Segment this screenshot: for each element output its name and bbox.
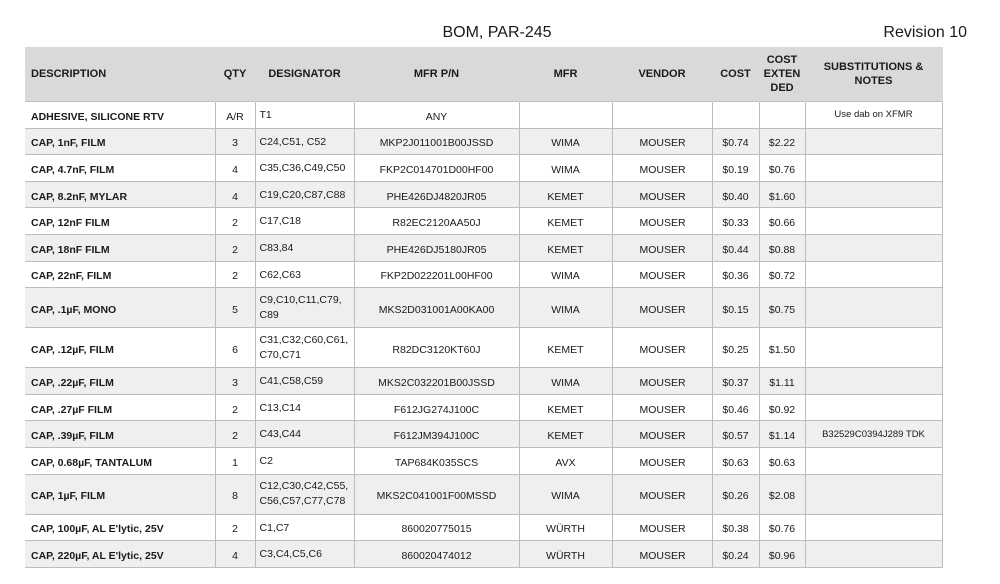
cell-mfr-pn: ANY [354,102,519,129]
cell-mfr: KEMET [519,328,612,368]
cell-mfr: WIMA [519,128,612,155]
cell-cost: $0.25 [712,328,759,368]
cell-vendor: MOUSER [612,368,712,395]
cell-cost-extended: $0.88 [759,234,805,261]
cell-designator: C13,C14 [255,394,354,421]
cell-mfr: AVX [519,447,612,474]
cell-notes [805,208,942,235]
cell-description: CAP, .27µF FILM [25,394,215,421]
cell-notes [805,155,942,182]
cell-qty: 5 [215,288,255,328]
cell-cost: $0.46 [712,394,759,421]
cell-cost-extended: $1.14 [759,421,805,448]
cell-notes [805,181,942,208]
cell-cost: $0.44 [712,234,759,261]
table-row [25,288,942,328]
table-row [25,541,942,568]
cell-cost: $0.24 [712,541,759,568]
header-notes: SUBSTITUTIONS & NOTES [805,47,942,102]
cell-notes [805,541,942,568]
cell-qty: 3 [215,128,255,155]
table-row [25,208,942,235]
cell-vendor: MOUSER [612,128,712,155]
cell-notes [805,261,942,288]
cell-designator: C62,C63 [255,261,354,288]
cell-description: CAP, 8.2nF, MYLAR [25,181,215,208]
cell-designator: C19,C20,C87,C88 [255,181,354,208]
header-qty: QTY [215,47,255,102]
cell-qty: A/R [215,102,255,129]
cell-mfr: WÜRTH [519,541,612,568]
cell-vendor: MOUSER [612,288,712,328]
cell-designator: C31,C32,C60,C61, C70,C71 [255,328,354,368]
cell-cost: $0.57 [712,421,759,448]
table-row [25,447,942,474]
cell-cost: $0.19 [712,155,759,182]
cell-cost-extended: $0.72 [759,261,805,288]
cell-notes [805,234,942,261]
cell-mfr-pn: FKP2C014701D00HF00 [354,155,519,182]
cell-cost: $0.26 [712,474,759,514]
cell-designator: C12,C30,C42,C55, C56,C57,C77,C78 [255,474,354,514]
cell-cost-extended: $1.11 [759,368,805,395]
cell-qty: 2 [215,234,255,261]
cell-mfr-pn: FKP2D022201L00HF00 [354,261,519,288]
cell-mfr-pn: 860020474012 [354,541,519,568]
cell-designator: C2 [255,447,354,474]
cell-vendor: MOUSER [612,155,712,182]
cell-vendor: MOUSER [612,474,712,514]
table-row [25,102,942,129]
cell-cost: $0.38 [712,514,759,541]
cell-mfr-pn: R82EC2120AA50J [354,208,519,235]
cell-qty: 2 [215,394,255,421]
table-row [25,514,942,541]
table-row [25,394,942,421]
cell-mfr-pn: F612JM394J100C [354,421,519,448]
cell-cost: $0.33 [712,208,759,235]
cell-notes [805,514,942,541]
cell-cost-extended: $2.08 [759,474,805,514]
header-cost-extended: COST EXTEN DED [759,47,805,102]
cell-qty: 2 [215,208,255,235]
cell-qty: 8 [215,474,255,514]
cell-notes [805,128,942,155]
cell-mfr: KEMET [519,181,612,208]
cell-mfr: KEMET [519,208,612,235]
cell-mfr: KEMET [519,421,612,448]
cell-mfr-pn: MKS2C032201B00JSSD [354,368,519,395]
cell-vendor: MOUSER [612,514,712,541]
cell-description: CAP, .1µF, MONO [25,288,215,328]
header-description: DESCRIPTION [25,47,215,102]
table-row [25,181,942,208]
cell-notes [805,288,942,328]
header-designator: DESIGNATOR [255,47,354,102]
cell-description: CAP, .22µF, FILM [25,368,215,395]
table-row [25,155,942,182]
revision-label: Revision 10 [883,24,967,41]
cell-mfr-pn: MKS2D031001A00KA00 [354,288,519,328]
cell-designator: C43,C44 [255,421,354,448]
cell-cost-extended: $0.76 [759,155,805,182]
cell-vendor: MOUSER [612,541,712,568]
cell-description: CAP, 22nF, FILM [25,261,215,288]
cell-description: CAP, .39µF, FILM [25,421,215,448]
cell-mfr [519,102,612,129]
cell-qty: 6 [215,328,255,368]
cell-qty: 4 [215,181,255,208]
table-row [25,474,942,514]
cell-mfr-pn: PHE426DJ5180JR05 [354,234,519,261]
cell-cost-extended: $0.96 [759,541,805,568]
cell-cost-extended: $1.50 [759,328,805,368]
cell-qty: 2 [215,261,255,288]
cell-qty: 2 [215,514,255,541]
cell-vendor: MOUSER [612,447,712,474]
cell-mfr: WIMA [519,474,612,514]
table-header-row [25,47,942,102]
table-row [25,261,942,288]
cell-description: CAP, 12nF FILM [25,208,215,235]
cell-designator: C35,C36,C49,C50 [255,155,354,182]
cell-notes [805,474,942,514]
header-vendor: VENDOR [612,47,712,102]
cell-vendor [612,102,712,129]
cell-mfr-pn: MKP2J011001B00JSSD [354,128,519,155]
cell-qty: 1 [215,447,255,474]
cell-notes [805,328,942,368]
cell-mfr-pn: F612JG274J100C [354,394,519,421]
cell-notes [805,368,942,395]
cell-designator: C9,C10,C11,C79, C89 [255,288,354,328]
cell-description: CAP, 1µF, FILM [25,474,215,514]
cell-cost-extended: $0.66 [759,208,805,235]
cell-description: CAP, 220µF, AL E'lytic, 25V [25,541,215,568]
cell-designator: C24,C51, C52 [255,128,354,155]
cell-qty: 4 [215,541,255,568]
document-title: BOM, PAR-245 [442,24,552,41]
cell-cost-extended: $0.76 [759,514,805,541]
cell-qty: 2 [215,421,255,448]
cell-cost-extended: $0.92 [759,394,805,421]
table-row [25,328,942,368]
cell-mfr-pn: PHE426DJ4820JR05 [354,181,519,208]
cell-qty: 3 [215,368,255,395]
cell-description: CAP, 100µF, AL E'lytic, 25V [25,514,215,541]
cell-mfr: WIMA [519,261,612,288]
cell-notes: Use dab on XFMR [805,102,942,129]
cell-description: CAP, 1nF, FILM [25,128,215,155]
table-row [25,421,942,448]
cell-designator: T1 [255,102,354,129]
cell-designator: C1,C7 [255,514,354,541]
cell-cost: $0.40 [712,181,759,208]
cell-designator: C83,84 [255,234,354,261]
cell-mfr-pn: MKS2C041001F00MSSD [354,474,519,514]
cell-cost-extended: $1.60 [759,181,805,208]
cell-vendor: MOUSER [612,328,712,368]
cell-description: CAP, 0.68µF, TANTALUM [25,447,215,474]
cell-cost-extended: $0.63 [759,447,805,474]
cell-mfr: WIMA [519,288,612,328]
cell-qty: 4 [215,155,255,182]
cell-mfr: WÜRTH [519,514,612,541]
cell-cost: $0.63 [712,447,759,474]
cell-cost: $0.15 [712,288,759,328]
cell-description: CAP, 18nF FILM [25,234,215,261]
cell-mfr: WIMA [519,155,612,182]
cell-vendor: MOUSER [612,394,712,421]
cell-cost-extended [759,102,805,129]
cell-mfr: WIMA [519,368,612,395]
cell-vendor: MOUSER [612,234,712,261]
cell-mfr-pn: R82DC3120KT60J [354,328,519,368]
cell-vendor: MOUSER [612,421,712,448]
table-row [25,234,942,261]
header-mfr-pn: MFR P/N [354,47,519,102]
cell-designator: C41,C58,C59 [255,368,354,395]
cell-cost-extended: $2.22 [759,128,805,155]
cell-notes: B32529C0394J289 TDK [805,421,942,448]
cell-mfr-pn: 860020775015 [354,514,519,541]
cell-vendor: MOUSER [612,181,712,208]
cell-mfr-pn: TAP684K035SCS [354,447,519,474]
cell-notes [805,447,942,474]
cell-description: CAP, 4.7nF, FILM [25,155,215,182]
header-mfr: MFR [519,47,612,102]
header-cost: COST [712,47,759,102]
cell-cost [712,102,759,129]
cell-notes [805,394,942,421]
cell-cost: $0.36 [712,261,759,288]
cell-cost-extended: $0.75 [759,288,805,328]
cell-mfr: KEMET [519,234,612,261]
cell-cost: $0.37 [712,368,759,395]
cell-cost: $0.74 [712,128,759,155]
cell-designator: C17,C18 [255,208,354,235]
cell-description: ADHESIVE, SILICONE RTV [25,102,215,129]
cell-description: CAP, .12µF, FILM [25,328,215,368]
bom-table [25,47,943,568]
cell-mfr: KEMET [519,394,612,421]
table-row [25,368,942,395]
table-row [25,128,942,155]
cell-vendor: MOUSER [612,261,712,288]
cell-vendor: MOUSER [612,208,712,235]
cell-designator: C3,C4,C5,C6 [255,541,354,568]
